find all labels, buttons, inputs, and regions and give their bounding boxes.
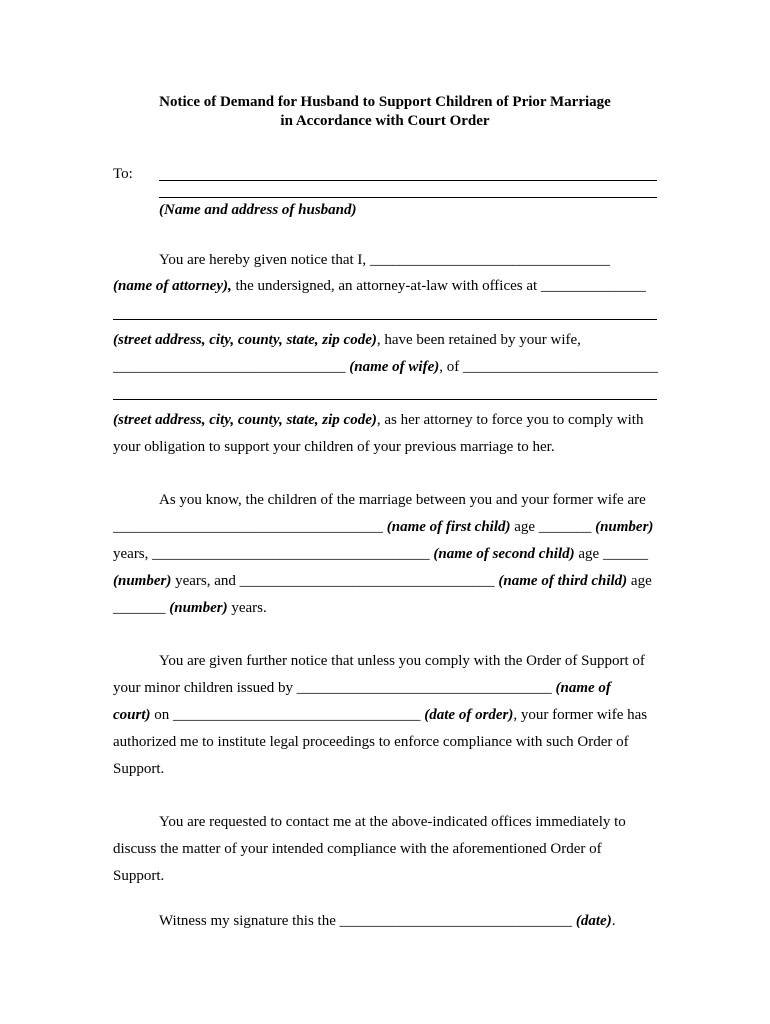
third-child-blank[interactable]: years, and __________________________________ [171,573,499,589]
first-child-caption: (name of first child) [386,519,511,535]
p4-text-b: discuss the matter of your intended compliance with the aforementioned Order of [113,841,602,857]
order-date-blank[interactable]: on _________________________________ [150,707,425,723]
attorney-address-caption: (street address, city, county, state, zip code) [113,332,377,348]
p1-line-2 [113,276,646,296]
p1-text-a: You are hereby given notice that I, ________________________________ [159,252,610,268]
p2-line-5 [113,598,267,618]
wife-address-line[interactable] [113,399,657,400]
p4-line-1 [159,812,626,832]
second-child-blank[interactable]: years, _____________________________________ [113,546,434,562]
attorney-name-caption: (name of attorney), [113,278,232,294]
p2-text-h: age ______ [574,546,648,562]
p1-text-j: , as her attorney to force you to comply with [376,412,644,428]
p1-text-h: , of __________________________ [439,359,658,375]
husband-address-line[interactable] [159,197,657,198]
p5-text-c: . [611,913,616,929]
third-child-caption: (name of third child) [498,573,628,589]
p4-text-a: You are requested to contact me at the above-indicated offices immediately to [159,814,626,830]
court-name-caption-start: (name of [555,680,611,696]
husband-name-line[interactable] [159,180,657,181]
third-child-age-blank[interactable]: _______ [113,600,170,616]
second-child-age-caption: (number) [113,573,172,589]
wife-name-caption: (name of wife) [349,359,440,375]
p4-line-3 [113,866,164,886]
husband-caption: (Name and address of husband) [159,202,357,218]
p3-line-2 [113,678,611,698]
third-child-age-caption: (number) [169,600,228,616]
first-child-age-caption: (number) [595,519,654,535]
p2-text-l: age [627,573,652,589]
court-name-blank[interactable]: your minor children issued by __________________________________ [113,680,556,696]
wife-address-caption: (street address, city, county, state, zip code) [113,412,377,428]
p2-line-4 [113,571,652,591]
first-child-blank[interactable]: ____________________________________ [113,519,387,535]
p1-text-k: your obligation to support your children of your previous marriage to her. [113,439,555,455]
p2-line-2 [113,517,653,537]
signature-date-caption: (date) [575,913,612,929]
p3-line-1 [159,651,645,671]
p4-text-c: Support. [113,868,165,884]
p2-text-o: years. [227,600,267,616]
p3-line-4 [113,732,629,752]
p1-line-7 [113,410,643,430]
p3-text-i: Support. [113,761,165,777]
to-label: To: [113,166,133,182]
p3-text-a: You are given further notice that unless you comply with the Order of Support of [159,653,645,669]
p1-line-8 [113,437,555,457]
document-title-line-2: in Accordance with Court Order [280,113,490,129]
p5-line-1 [159,911,615,931]
p2-text-a: As you know, the children of the marriage between you and your former wife are [159,492,646,508]
p2-line-3 [113,544,648,564]
p1-line-1 [159,250,610,270]
p1-line-4 [113,330,581,350]
attorney-address-line[interactable] [113,319,657,320]
p1-text-e: , have been retained by your wife, [376,332,581,348]
p2-text-d: age _______ [510,519,596,535]
p3-line-3 [113,705,647,725]
document-title-line-1: Notice of Demand for Husband to Support Children of Prior Marriage [159,94,611,110]
p5-text-a[interactable]: Witness my signature this the _______________________________ [159,913,576,929]
p1-line-5 [113,357,658,377]
p3-text-h: authorized me to institute legal proceedings to enforce compliance with such Order of [113,734,629,750]
p1-text-c: the undersigned, an attorney-at-law with offices at ______________ [231,278,646,294]
p3-text-g: , your former wife has [513,707,648,723]
second-child-caption: (name of second child) [433,546,575,562]
wife-name-blank[interactable]: _______________________________ [113,359,350,375]
order-date-caption: (date of order) [424,707,514,723]
p3-line-5 [113,759,164,779]
court-name-caption-end: court) [113,707,151,723]
p2-line-1 [159,490,646,510]
p4-line-2 [113,839,602,859]
